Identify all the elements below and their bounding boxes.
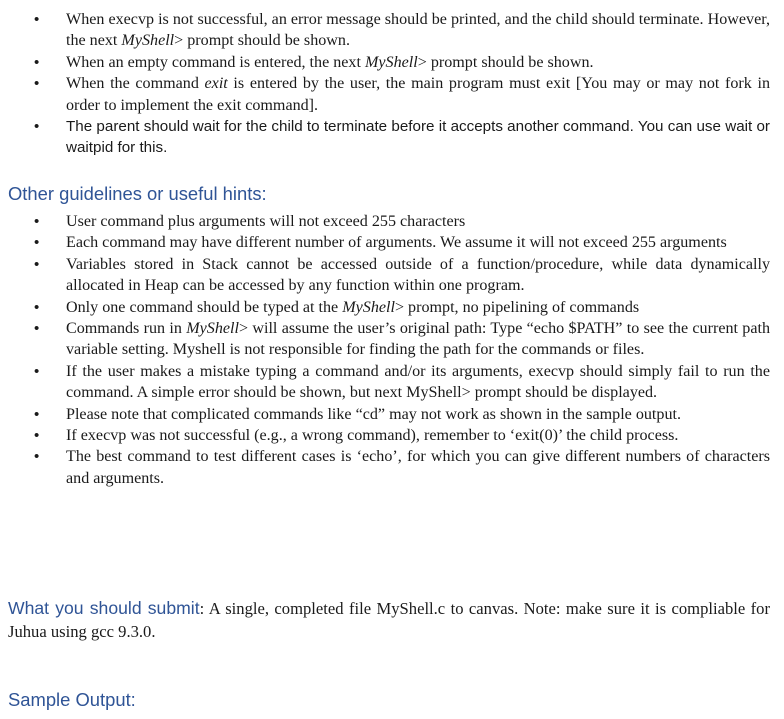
item-text: > will assume the user’s original path: Type “echo $PATH” to see the current path variable setting. Myshell is not responsible for finding the path for the commands or files. — [66, 320, 771, 359]
item-emphasis: MyShell — [186, 320, 239, 338]
list-item — [0, 425, 784, 446]
item-text: is entered by the user, the main program must exit [You may or may not fork in order to implement the exit command]. — [66, 75, 770, 114]
bullet-icon: • — [34, 118, 40, 136]
submission-label: What you should submit — [8, 598, 200, 618]
other-guidelines-heading: Other guidelines or useful hints: — [8, 183, 267, 204]
item-text: If execvp was not successful (e.g., a wrong command), remember to ‘exit(0)’ the child process. — [66, 427, 679, 445]
item-text: > prompt should be shown. — [174, 32, 350, 50]
bullet-icon: • — [34, 362, 40, 380]
item-emphasis: MyShell — [364, 53, 418, 71]
list-item — [0, 254, 784, 297]
item-text: User command plus arguments will not exceed 255 characters — [66, 213, 466, 230]
item-text: Please note that complicated commands like “cd” may not work as shown in the sample output. — [66, 405, 681, 423]
bullet-icon: • — [34, 234, 40, 252]
list-item — [0, 361, 784, 404]
requirements-list — [0, 9, 784, 159]
item-text: Commands run in — [66, 320, 187, 338]
list-item — [0, 297, 784, 318]
list-item — [0, 9, 784, 52]
bullet-icon: • — [34, 255, 40, 273]
list-item — [0, 446, 784, 489]
item-text: > prompt should be shown. — [417, 53, 594, 71]
item-text: Each command may have different number of arguments. We assume it will not exceed 255 arguments — [66, 234, 727, 252]
item-text: Variables stored in Stack cannot be accessed outside of a function/procedure, while data dynamically allocated in Heap can be accessed by any function within one program. — [66, 255, 770, 295]
item-text: > prompt, no pipelining of commands — [394, 298, 640, 316]
item-text: The best command to test different cases is ‘echo’, for which you can give different numbers of characters and arguments. — [66, 448, 770, 487]
item-text: When an empty command is entered, the next — [66, 53, 365, 71]
bullet-icon: • — [34, 427, 40, 445]
item-text: The parent should wait for the child to terminate before it accepts another command. You can use wait or waitpid for this. — [66, 118, 770, 157]
sample-output-heading: Sample Output: — [8, 689, 136, 710]
bullet-icon: • — [34, 320, 40, 338]
item-text: When execvp is not successful, an error message should be printed, and the child should terminate. However, the next — [66, 11, 770, 50]
guidelines-list — [0, 211, 784, 489]
bullet-icon: • — [34, 53, 40, 71]
item-text: If the user makes a mistake typing a command and/or its arguments, execvp should simply fail to run the command. A simple error should be shown, but next MyShell> prompt should be displayed. — [66, 362, 770, 402]
list-item — [0, 318, 784, 361]
item-text: Only one command should be typed at the — [66, 298, 343, 316]
list-item — [0, 211, 784, 232]
bullet-icon: • — [34, 448, 40, 466]
bullet-icon: • — [34, 11, 40, 28]
submission-paragraph — [8, 597, 770, 643]
bullet-icon: • — [34, 298, 40, 316]
bullet-icon: • — [34, 405, 40, 423]
bullet-icon: • — [34, 75, 40, 93]
bullet-icon: • — [34, 213, 40, 230]
list-item — [0, 52, 784, 73]
item-emphasis: MyShell — [342, 298, 395, 316]
list-item — [0, 116, 784, 159]
list-item — [0, 404, 784, 425]
submission-text: A single, completed file MyShell.c to canvas. Note: make sure it is compliable for Juhua using gcc 9.3.0. — [8, 599, 770, 641]
list-item — [0, 232, 784, 253]
item-text: When the command — [66, 75, 205, 93]
item-emphasis: exit — [204, 75, 228, 93]
submission-colon: : — [199, 599, 205, 618]
list-item — [0, 73, 784, 116]
item-emphasis: MyShell — [121, 32, 175, 50]
